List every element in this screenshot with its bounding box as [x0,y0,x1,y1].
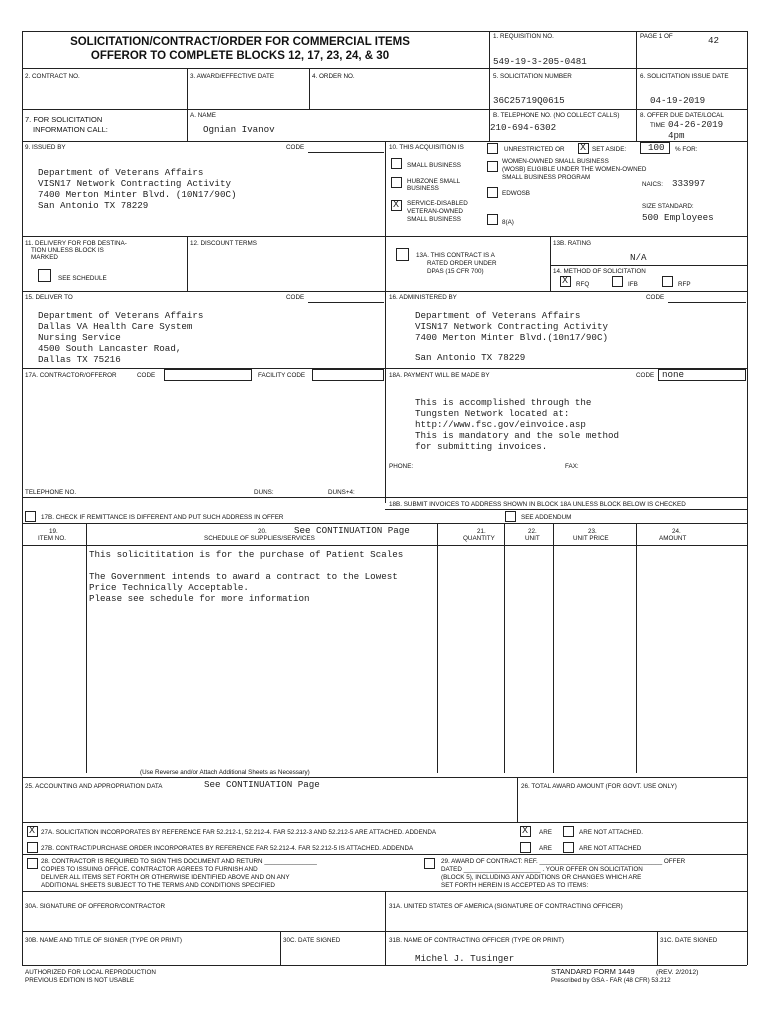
issued-by-line-2: VISN17 Network Contracting Activity [38,178,231,189]
clause-27a-checkbox[interactable] [27,826,38,837]
col-item-no-num: 19. [49,528,58,535]
payment-line-4: This is mandatory and the sole method [415,430,619,441]
issued-by-label: 9. ISSUED BY [25,144,66,151]
sdvosb-label-2: VETERAN-OWNED [407,208,463,215]
col-unit-price: UNIT PRICE [573,535,609,542]
accounting-label: 25. ACCOUNTING AND APPROPRIATION DATA [25,783,163,790]
unrestricted-checkbox[interactable] [487,143,498,154]
issued-by-line-1: Department of Veterans Affairs [38,167,204,178]
naics-code[interactable]: 333997 [672,178,706,189]
sdvosb-label-1: SERVICE-DISABLED [407,200,468,207]
ifb-checkbox[interactable] [612,276,623,287]
col-unit-price-num: 23. [588,528,597,535]
fax-label: FAX: [565,463,579,470]
administered-by-line-5: San Antonio TX 78229 [415,352,526,363]
deliver-to-label: 15. DELIVER TO [25,294,73,301]
page-count: 42 [708,35,720,46]
requisition-number[interactable]: 549-19-3-205-0481 [493,56,587,67]
deliver-to-line-4: 4500 South Lancaster Road, [38,343,182,354]
small-business-checkbox[interactable] [391,158,402,169]
info-call-label-1: 7. FOR SOLICITATION [25,115,103,124]
schedule-body-3: Price Technically Acceptable. [89,582,249,593]
solicitation-number[interactable]: 36C25719Q0615 [493,95,565,106]
clause-29-line-3: (BLOCK 5), INCLUDING ANY ADDITIONS OR CHANGES WHICH ARE [441,874,642,881]
wosb-checkbox[interactable] [487,161,498,172]
col-amount: AMOUNT [659,535,687,542]
wosb-label-3: SMALL BUSINESS PROGRAM [502,174,591,181]
telephone-label: B. TELEPHONE NO. (NO COLLECT CALLS) [493,112,620,119]
col-schedule-num: 20. [258,528,267,535]
hubzone-label-1: HUBZONE SMALL [407,178,461,185]
administered-by-code-label: CODE [646,294,665,301]
signer-name-label: 30B. NAME AND TITLE OF SIGNER (TYPE OR PRINT) [25,937,182,944]
duns-label: DUNS: [254,489,274,496]
clause-27a-are-checkbox[interactable] [520,826,531,837]
issued-by-line-3: 7400 Merton Minter Blvd. (10N17/90C) [38,189,237,200]
see-schedule-label: SEE SCHEDULE [58,275,107,282]
payment-code[interactable]: none [662,369,685,380]
rated-order-label-1: 13A. THIS CONTRACT IS A [416,252,495,259]
facility-code-label: FACILITY CODE [258,372,306,379]
clause-27b-are-not: ARE NOT ATTACHED [579,845,642,852]
col-unit-num: 22. [528,528,537,535]
clause-27a-are: ARE [539,829,552,836]
clause-29-line-4: SET FORTH HEREIN IS ACCEPTED AS TO ITEMS: [441,882,589,889]
contractor-telephone-label: TELEPHONE NO. [25,489,77,496]
footer-previous-edition: PREVIOUS EDITION IS NOT USABLE [25,977,135,984]
col-quantity: QUANTITY [463,535,495,542]
time-label: TIME [650,122,666,129]
hubzone-label-2: BUSINESS [407,185,439,192]
contractor-label: 17A. CONTRACTOR/OFFEROR [25,372,117,379]
payment-line-5: for submitting invoices. [415,441,548,452]
see-addendum-label: SEE ADDENDUM [521,514,572,521]
footer-prescribed: Prescribed by GSA - FAR (48 CFR) 53.212 [551,977,671,984]
footer-form-number: STANDARD FORM 1449 [551,967,635,976]
rfp-checkbox[interactable] [662,276,673,287]
solicitation-date[interactable]: 04-19-2019 [650,95,706,106]
schedule-body-4: Please see schedule for more information [89,593,310,604]
col-schedule-note: See CONTINUATION Page [294,525,410,536]
remittance-checkbox[interactable] [25,511,36,522]
col-amount-num: 24. [672,528,681,535]
col-quantity-num: 21. [477,528,486,535]
clause-27b-checkbox[interactable] [27,842,38,853]
contractor-code-label: CODE [137,372,156,379]
reverse-note: (Use Reverse and/or Attach Additional Sheets as Necessary) [140,769,310,776]
sdvosb-label-3: SMALL BUSINESS [407,216,462,223]
clause-27a-are-not-checkbox[interactable] [563,826,574,837]
set-aside-label: SET ASIDE: [592,146,627,153]
award-date-label: 3. AWARD/EFFECTIVE DATE [190,73,275,80]
info-call-label-2: INFORMATION CALL: [33,125,108,134]
solicitation-number-label: 5. SOLICITATION NUMBER [493,73,572,80]
clause-29-checkbox[interactable] [424,858,435,869]
eight-a-checkbox[interactable] [487,214,498,225]
facility-code-box[interactable] [312,369,384,381]
administered-by-line-2: VISN17 Network Contracting Activity [415,321,608,332]
phone-label: PHONE: [389,463,414,470]
offer-due-label: 8. OFFER DUE DATE/LOCAL [640,112,724,119]
footer-revision: (REV. 2/2012) [656,969,699,976]
clause-27a-are-not: ARE NOT ATTACHED. [579,829,644,836]
see-schedule-checkbox[interactable] [38,269,51,282]
contact-name-label: A. NAME [190,112,216,119]
col-item-no: ITEM NO. [38,535,66,542]
schedule-body-1: This solicititation is for the purchase of Patient Scales [89,549,404,560]
page-of-label: PAGE 1 OF [640,33,673,40]
rated-order-label-2: RATED ORDER UNDER [427,260,497,267]
col-schedule: SCHEDULE OF SUPPLIES/SERVICES [204,535,315,542]
col-unit: UNIT [525,535,540,542]
duns4-label: DUNS+4: [328,489,355,496]
small-business-label: SMALL BUSINESS [407,162,462,169]
clause-27b-are-not-checkbox[interactable] [563,842,574,853]
clause-27b: 27B. CONTRACT/PURCHASE ORDER INCORPORATES BY REFERENCE FAR 52.212-4. FAR 52.212-5 IS ATTACHED. ADDENDA [41,845,414,852]
clause-27a: 27A. SOLICITATION INCORPORATES BY REFERENCE FAR 52.212-1, 52.212-4. FAR 52.212-3 AND 52.212-5 ARE ATTACHED. ADDENDA [41,829,437,836]
unrestricted-label: UNRESTRICTED OR [504,146,565,153]
signature-officer-label: 31A. UNITED STATES OF AMERICA (SIGNATURE OF CONTRACTING OFFICER) [389,903,623,910]
wosb-label-1: WOMEN-OWNED SMALL BUSINESS [502,158,609,165]
rfp-label: RFP [678,281,691,288]
discount-terms-label: 12. DISCOUNT TERMS [190,240,257,247]
clause-27b-are: ARE [539,845,552,852]
set-aside-checkbox[interactable] [578,143,589,154]
naics-label: NAICS: [642,181,663,188]
contracting-officer-label: 31B. NAME OF CONTRACTING OFFICER (TYPE OR PRINT) [389,937,564,944]
delivery-label-2: TION UNLESS BLOCK IS [31,247,104,254]
clause-28-checkbox[interactable] [27,858,38,869]
clause-27b-are-checkbox[interactable] [520,842,531,853]
rating-label: 13B. RATING [553,240,592,247]
date-signed-31c-label: 31C. DATE SIGNED [660,937,718,944]
accounting-value: See CONTINUATION Page [204,779,320,790]
wosb-label-2: (WOSB) ELIGIBLE UNDER THE WOMEN-OWNED [502,166,647,173]
set-aside-percent[interactable]: 100 [648,142,665,153]
eight-a-label: 8(A) [502,219,514,226]
delivery-label-1: 11. DELIVERY FOR FOB DESTINA- [25,240,127,247]
offer-due-date[interactable]: 04-26-2019 [668,119,724,130]
deliver-to-line-3: Nursing Service [38,332,121,343]
solicitation-date-label: 6. SOLICITATION ISSUE DATE [640,73,729,80]
clause-28-line-2: COPIES TO ISSUING OFFICE. CONTRACTOR AGREES TO FURNISH AND [41,866,258,873]
remittance-label: 17B. CHECK IF REMITTANCE IS DIFFERENT AND PUT SUCH ADDRESS IN OFFER [41,514,284,521]
size-standard[interactable]: 500 Employees [642,212,714,223]
order-no-label: 4. ORDER NO. [312,73,355,80]
deliver-to-line-1: Department of Veterans Affairs [38,310,204,321]
offer-due-time[interactable]: 4pm [668,130,685,141]
total-award-label: 26. TOTAL AWARD AMOUNT (FOR GOVT. USE ONLY) [521,783,677,790]
payment-code-label: CODE [636,372,655,379]
percent-for-label: % FOR: [675,146,698,153]
deliver-to-line-2: Dallas VA Health Care System [38,321,193,332]
form-title-line2: OFFEROR TO COMPLETE BLOCKS 12, 17, 23, 24, & 30 [90,50,390,62]
hubzone-checkbox[interactable] [391,177,402,188]
deliver-to-line-5: Dallas TX 75216 [38,354,121,365]
edwosb-label: EDWOSB [502,190,530,197]
rfq-label: RFQ [576,281,590,288]
payment-line-1: This is accomplished through the [415,397,592,408]
payment-line-2: Tungsten Network located at: [415,408,570,419]
rfq-checkbox[interactable] [560,276,571,287]
administered-by-label: 16. ADMINISTERED BY [389,294,457,301]
clause-28-line-1: 28. CONTRACTOR IS REQUIRED TO SIGN THIS DOCUMENT AND RETURN _______________ [41,858,317,865]
clause-29-line-1: 29. AWARD OF CONTRACT: REF. ___________________________________ OFFER [441,858,686,865]
method-label: 14. METHOD OF SOLICITATION [553,268,646,275]
see-addendum-checkbox[interactable] [505,511,516,522]
rated-order-checkbox[interactable] [396,248,409,261]
issued-by-code-label: CODE [286,144,305,151]
clause-28-line-4: ADDITIONAL SHEETS SUBJECT TO THE TERMS AND CONDITIONS SPECIFIED [41,882,275,889]
signature-offeror-label: 30A. SIGNATURE OF OFFEROR/CONTRACTOR [25,903,166,910]
acquisition-label: 10. THIS ACQUISITION IS [389,144,464,151]
clause-28-line-3: DELIVER ALL ITEMS SET FORTH OR OTHERWISE IDENTIFIED ABOVE AND ON ANY [41,874,290,881]
date-signed-30c-label: 30C. DATE SIGNED [283,937,341,944]
form-title-line1: SOLICITATION/CONTRACT/ORDER FOR COMMERCIAL ITEMS [70,36,410,48]
edwosb-checkbox[interactable] [487,187,498,198]
footer-authorized: AUTHORIZED FOR LOCAL REPRODUCTION [25,969,156,976]
schedule-body-2: The Government intends to award a contract to the Lowest [89,571,398,582]
size-standard-label: SIZE STANDARD: [642,203,694,210]
rating-value[interactable]: N/A [630,252,647,263]
contracting-officer-name[interactable]: Michel J. Tusinger [415,953,515,964]
issued-by-line-4: San Antonio TX 78229 [38,200,149,211]
telephone-number[interactable]: 210-694-6302 [490,122,557,133]
rated-order-label-3: DPAS (15 CFR 700) [427,268,484,275]
payment-line-3: http://www.fsc.gov/einvoice.asp [415,419,586,430]
sdvosb-checkbox[interactable] [391,200,402,211]
clause-29-line-2: DATED ______________________ . YOUR OFFER ON SOLICITATION [441,866,643,873]
administered-by-line-3: 7400 Merton Minter Blvd.(10n17/90C) [415,332,608,343]
delivery-label-3: MARKED [31,254,58,261]
contract-no-label: 2. CONTRACT NO. [25,73,80,80]
payment-label: 18A. PAYMENT WILL BE MADE BY [389,372,490,379]
requisition-label: 1. REQUISITION NO. [493,33,554,40]
contractor-code-box[interactable] [164,369,252,381]
submit-invoices-label: 18B. SUBMIT INVOICES TO ADDRESS SHOWN IN BLOCK 18A UNLESS BLOCK BELOW IS CHECKED [389,501,686,508]
contact-name[interactable]: Ognian Ivanov [203,124,275,135]
ifb-label: IFB [628,281,638,288]
administered-by-line-1: Department of Veterans Affairs [415,310,581,321]
deliver-to-code-label: CODE [286,294,305,301]
